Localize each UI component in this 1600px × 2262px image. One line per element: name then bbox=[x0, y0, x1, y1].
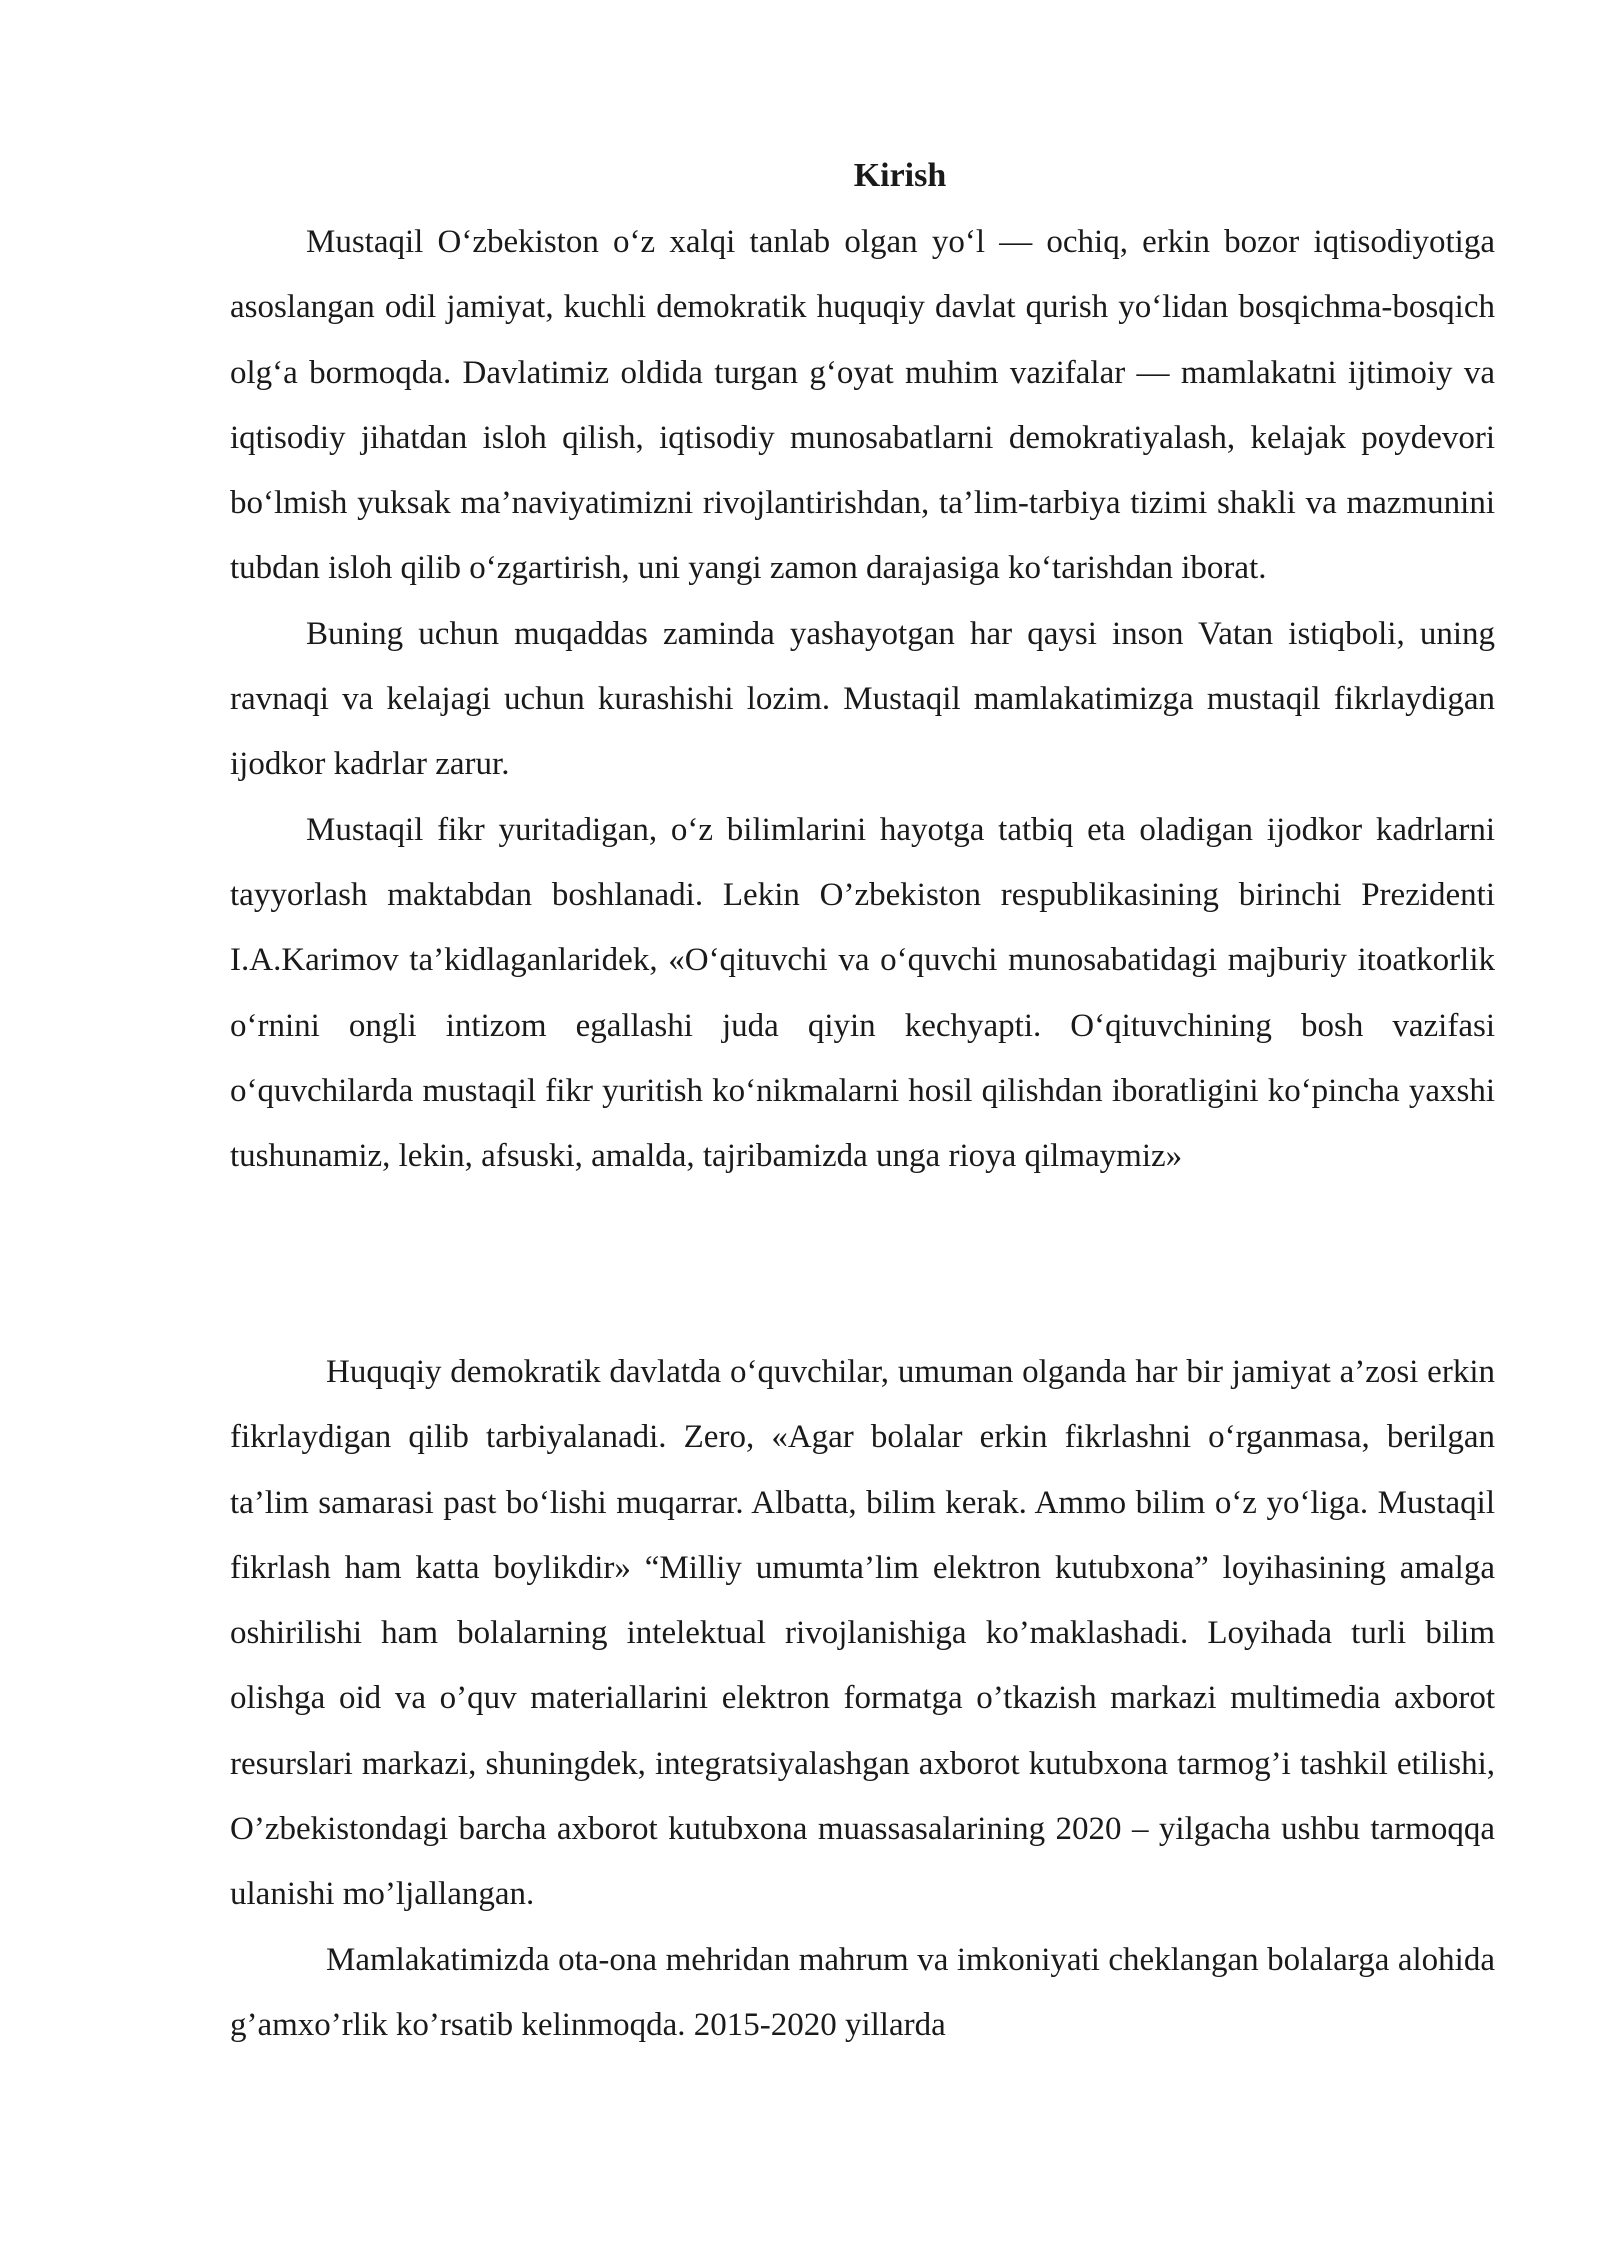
paragraph: Buning uchun muqaddas zaminda yashayotgan har qaysi inson Vatan istiqboli, uning ravnaqi va kelajagi uchun kurashishi lozim. Mustaqil mamlakatimizga mustaqil fikrlaydigan ijodkor kadrlar zarur. bbox=[230, 615, 1495, 783]
text-block-bottom bbox=[230, 1340, 1495, 2058]
text-block-top bbox=[230, 210, 1495, 1189]
paragraph: Mustaqil O‘zbekiston o‘z xalqi tanlab olgan yo‘l — ochiq, erkin bozor iqtisodiyotiga asoslangan odil jamiyat, kuchli demokratik huquqiy davlat qurish yo‘lidan bosqichma-bosqich olg‘a bormoqda. Davlatimiz oldida turgan g‘oyat muhim vazifalar — mamlakatni ijtimoiy va iqtisodiy jihatdan isloh qilish, iqtisodiy munosabatlarni demokratiyalash, kelajak poydevori bo‘lmish yuksak ma’naviyatimizni rivojlantirishdan, ta’lim-tarbiya tizimi shakli va mazmunini tubdan isloh qilib o‘zgartirish, uni yangi zamon darajasiga ko‘tarishdan iborat. bbox=[230, 224, 1495, 587]
paragraph: Mamlakatimizda ota-ona mehridan mahrum va imkoniyati cheklangan bolalarga alohida g’amxo’rlik ko’rsatib kelinmoqda. 2015-2020 yillarda bbox=[230, 1941, 1495, 2043]
paragraph: Huquqiy demokratik davlatda o‘quvchilar, umuman olganda har bir jamiyat a’zosi erkin fikrlaydigan qilib tarbiyalanadi. Zero, «Agar bolalar erkin fikrlashni o‘rganmasa, berilgan ta’lim samarasi past bo‘lishi muqarrar. Albatta, bilim kerak. Ammo bilim o‘z yo‘liga. Mustaqil fikrlash ham katta boylikdir» “Milliy umumta’lim elektron kutubxona” loyihasining amalga oshirilishi ham bolalarning intelektual rivojlanishiga ko’maklashadi. Loyihada turli bilim olishga oid va o’quv materiallarini elektron formatga o’tkazish markazi multimedia axborot resurslari markazi, shuningdek, integratsiyalashgan axborot kutubxona tarmog’i tashkil etilishi, O’zbekistondagi barcha axborot kutubxona muassasalarining 2020 – yilgacha ushbu tarmoqqa ulanishi mo’ljallangan. bbox=[230, 1354, 1495, 1913]
paragraph: Mustaqil fikr yuritadigan, o‘z bilimlarini hayotga tatbiq eta oladigan ijodkor kadrlarni tayyorlash maktabdan boshlanadi. Lekin O’zbekiston respublikasining birinchi Prezidenti I.A.Karimov ta’kidlaganlaridek, «O‘qituvchi va o‘quvchi munosabatidagi majburiy itoatkorlik o‘rnini ongli intizom egallashi juda qiyin kechyapti. O‘qituvchining bosh vazifasi o‘quvchilarda mustaqil fikr yuritish ko‘nikmalarni hosil qilishdan iboratligini ko‘pincha yaxshi tushunamiz, lekin, afsuski, amalda, tajribamizda unga rioya qilmaymiz» bbox=[230, 811, 1495, 1175]
page-title: Kirish bbox=[853, 157, 947, 194]
